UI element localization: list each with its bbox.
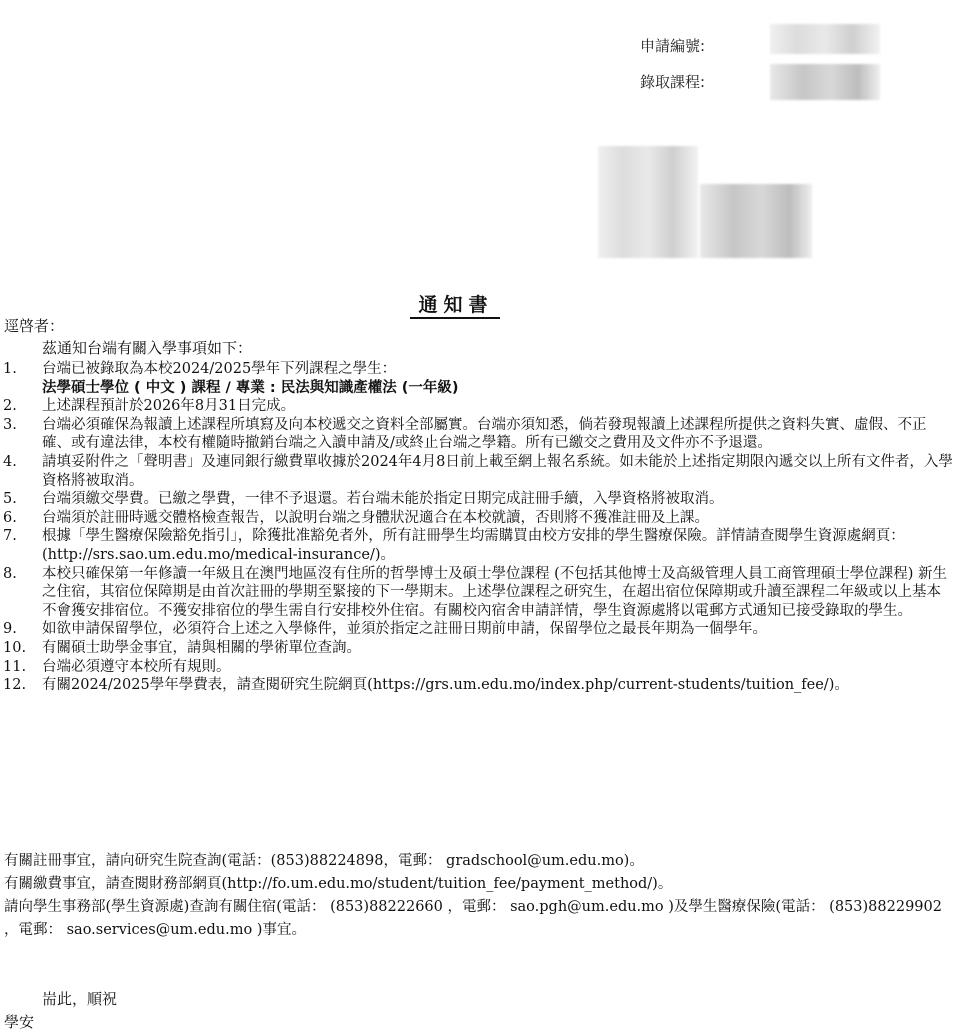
notice-items-list xyxy=(0,360,959,695)
item-text: 有關碩士助學金事宜，請與相關的學術單位查詢。 xyxy=(42,639,361,656)
item-text xyxy=(42,360,954,397)
list-item xyxy=(0,658,959,677)
admitted-programme-name: 法學碩士學位 ( 中文 ) 課程 / 專業 : 民法與知識產權法 (一年級) xyxy=(42,379,459,396)
item-text: 有關2024/2025學年學費表，請查閱研究生院網頁(https://grs.um.edu.mo/index.php/current-students/tuition_fee/)。 xyxy=(42,677,849,694)
redacted-application-number xyxy=(770,24,880,54)
intro-line: 茲通知台端有關入學事項如下： xyxy=(42,339,253,357)
item-text: 請填妥附件之「聲明書」及連同銀行繳費單收據於2024年4月8日前上載至網上報名系統。如未能於上述指定期限內遞交以上所有文件者，入學資格將被取消。 xyxy=(42,453,953,489)
list-item xyxy=(0,676,959,695)
list-item xyxy=(0,397,959,416)
list-item xyxy=(0,620,959,639)
redacted-address-block-2 xyxy=(700,184,812,258)
item-text-body: 台端已被錄取為本校2024/2025學年下列課程之學生： xyxy=(42,361,397,377)
item-number: 11. xyxy=(3,658,27,675)
item-number: 1. xyxy=(3,361,17,377)
list-item xyxy=(0,527,959,564)
item-text: 如欲申請保留學位，必須符合上述之入學條件，並須於指定之註冊日期前申請，保留學位之最長年期為一個學年。 xyxy=(42,621,767,638)
item-number: 4. xyxy=(3,453,17,470)
list-item xyxy=(0,565,959,621)
redacted-address-block xyxy=(598,146,698,258)
item-number: 12. xyxy=(3,677,27,694)
list-item xyxy=(0,453,959,490)
item-number: 7. xyxy=(3,528,17,545)
item-number: 2. xyxy=(3,398,17,415)
item-number: 3. xyxy=(3,416,17,433)
list-item xyxy=(0,360,959,397)
list-item xyxy=(0,490,959,509)
item-text: 本校只確保第一年修讀一年級且在澳門地區沒有住所的哲學博士及碩士學位課程 (不包括其他博士及高級管理人員工商管理碩士學位課程) 新生之住宿，其宿位保障期是由首次註冊的學期至緊接的下一學期末。上述學位課程之研究生，在超出宿位保障期或升讀至課程二年級或以上基本不會獲安排宿位。不獲安排宿位的學生需自行安排校外住宿。有關校內宿舍申請詳情，學生資源處將以電郵方式通知已接受錄取的學生。 xyxy=(42,565,948,619)
item-text: 台端須繳交學費。已繳之學費，一律不予退還。若台端未能於指定日期完成註冊手續，入學資格將被取消。 xyxy=(42,491,724,508)
payment-contact: 有關繳費事宜，請查閱財務部網頁(http://fo.um.edu.mo/student/tuition_fee/payment_method/)。 xyxy=(4,876,673,892)
item-number: 9. xyxy=(3,621,17,638)
closing-phrase: 耑此，順祝 xyxy=(42,990,118,1008)
redacted-programme xyxy=(770,64,880,100)
list-item xyxy=(0,416,959,453)
registration-contact: 有關註冊事宜，請向研究生院查詢(電話：(853)88224898，電郵： gradschool@um.edu.mo)。 xyxy=(4,853,644,869)
item-text: 台端必須遵守本校所有規則。 xyxy=(42,658,231,675)
document-title: 通知書 xyxy=(410,294,499,319)
admitted-programme-label: 錄取課程: xyxy=(640,73,706,91)
list-item xyxy=(0,509,959,528)
contact-info xyxy=(4,850,954,942)
application-number-label: 申請編號: xyxy=(640,37,706,55)
item-text: 台端必須確保為報讀上述課程所填寫及向本校遞交之資料全部屬實。台端亦須知悉，倘若發現報讀上述課程所提供之資料失實、虛假、不正確、或有違法律，本校有權隨時撤銷台端之入讀申請及/或終止台端之學籍。所有已繳交之費用及文件亦不予退還。 xyxy=(42,416,927,452)
list-item xyxy=(0,639,959,658)
housing-insurance-contact: 請向學生事務部(學生資源處)查詢有關住宿(電話： (853)88222660 ，電郵： sao.pgh@um.edu.mo )及學生醫療保險(電話： (853)88229902 ，電郵： sao.services@um.edu.mo )事宜。 xyxy=(4,899,942,938)
item-number: 6. xyxy=(3,509,17,526)
regards: 學安 xyxy=(4,1013,35,1031)
item-number: 10. xyxy=(3,639,27,656)
salutation: 逕啓者： xyxy=(4,317,65,335)
admitted-programme-field xyxy=(640,72,705,92)
document-title-wrap xyxy=(0,290,910,317)
item-text: 根據「學生醫療保險豁免指引」，除獲批准豁免者外，所有註冊學生均需購買由校方安排的學生醫療保險。詳情請查閱學生資源處網頁：(http://srs.sao.um.edu.mo/medical-insurance/)。 xyxy=(42,528,905,563)
item-text: 台端須於註冊時遞交體格檢查報告，以說明台端之身體狀況適合在本校就讀，否則將不獲准註冊及上課。 xyxy=(42,509,709,526)
item-text: 上述課程預計於2026年8月31日完成。 xyxy=(42,398,296,415)
item-number: 5. xyxy=(3,491,17,508)
application-number-field xyxy=(640,36,705,56)
item-number: 8. xyxy=(3,565,17,582)
